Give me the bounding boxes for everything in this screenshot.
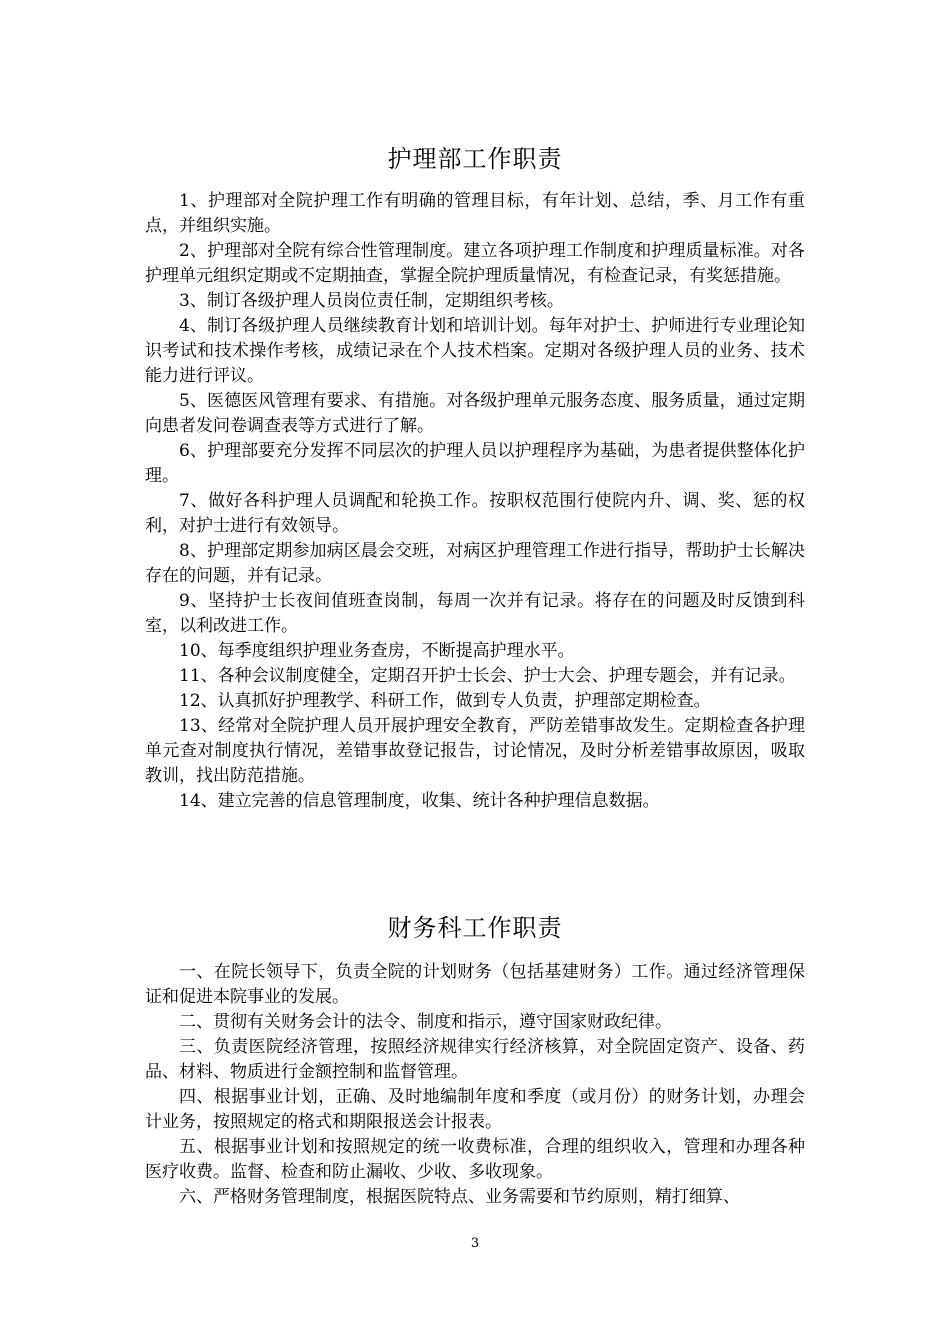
page-number: 3 xyxy=(470,1236,480,1251)
section-body-nursing xyxy=(145,189,805,814)
section-title-nursing: 护理部工作职责 xyxy=(387,145,563,173)
paragraph: 一、在院长领导下，负责全院的计划财务（包括基建财务）工作。通过经济管理保证和促进本院事业的发展。 xyxy=(145,962,805,1007)
paragraph: 12、认真抓好护理教学、科研工作，做到专人负责，护理部定期检查。 xyxy=(179,691,711,711)
paragraph: 9、坚持护士长夜间值班查岗制，每周一次并有记录。将存在的问题及时反馈到科室，以利改进工作。 xyxy=(145,591,805,636)
paragraph: 四、根据事业计划，正确、及时地编制年度和季度（或月份）的财务计划，办理会计业务，按照规定的格式和期限报送会计报表。 xyxy=(145,1087,805,1132)
paragraph: 4、制订各级护理人员继续教育计划和培训计划。每年对护士、护师进行专业理论知识考试和技术操作考核，成绩记录在个人技术档案。定期对各级护理人员的业务、技术能力进行评议。 xyxy=(145,316,805,386)
paragraph: 五、根据事业计划和按照规定的统一收费标准，合理的组织收入，管理和办理各种医疗收费。监督、检查和防止漏收、少收、多收现象。 xyxy=(145,1137,805,1182)
paragraph: 7、做好各科护理人员调配和轮换工作。按职权范围行使院内升、调、奖、惩的权利，对护士进行有效领导。 xyxy=(145,491,805,536)
paragraph: 3、制订各级护理人员岗位责任制，定期组织考核。 xyxy=(179,291,564,311)
paragraph: 14、建立完善的信息管理制度，收集、统计各种护理信息数据。 xyxy=(179,791,660,811)
paragraph: 8、护理部定期参加病区晨会交班，对病区护理管理工作进行指导，帮助护士长解决存在的问题，并有记录。 xyxy=(145,541,805,586)
section-body-finance xyxy=(145,960,805,1210)
paragraph: 11、各种会议制度健全，定期召开护士长会、护士大会、护理专题会，并有记录。 xyxy=(179,666,796,686)
paragraph: 1、护理部对全院护理工作有明确的管理目标，有年计划、总结，季、月工作有重点，并组织实施。 xyxy=(145,191,805,236)
paragraph: 10、每季度组织护理业务查房，不断提高护理水平。 xyxy=(179,641,575,661)
paragraph: 13、经常对全院护理人员开展护理安全教育，严防差错事故发生。定期检查各护理单元查对制度执行情况，差错事故登记报告，讨论情况，及时分析差错事故原因，吸取教训，找出防范措施。 xyxy=(145,716,805,786)
paragraph: 6、护理部要充分发挥不同层次的护理人员以护理程序为基础，为患者提供整体化护理。 xyxy=(145,441,805,486)
paragraph: 2、护理部对全院有综合性管理制度。建立各项护理工作制度和护理质量标准。对各护理单元组织定期或不定期抽查，掌握全院护理质量情况，有检查记录，有奖惩措施。 xyxy=(145,241,805,286)
paragraph: 二、贯彻有关财务会计的法令、制度和指示，遵守国家财政纪律。 xyxy=(179,1012,672,1032)
paragraph: 三、负责医院经济管理，按照经济规律实行经济核算，对全院固定资产、设备、药品、材料、物质进行金额控制和监督管理。 xyxy=(145,1037,805,1082)
paragraph: 六、严格财务管理制度，根据医院特点、业务需要和节约原则，精打细算、 xyxy=(179,1187,740,1207)
section-title-finance: 财务科工作职责 xyxy=(387,914,563,942)
paragraph: 5、医德医风管理有要求、有措施。对各级护理单元服务态度、服务质量，通过定期向患者发问卷调查表等方式进行了解。 xyxy=(145,391,805,436)
